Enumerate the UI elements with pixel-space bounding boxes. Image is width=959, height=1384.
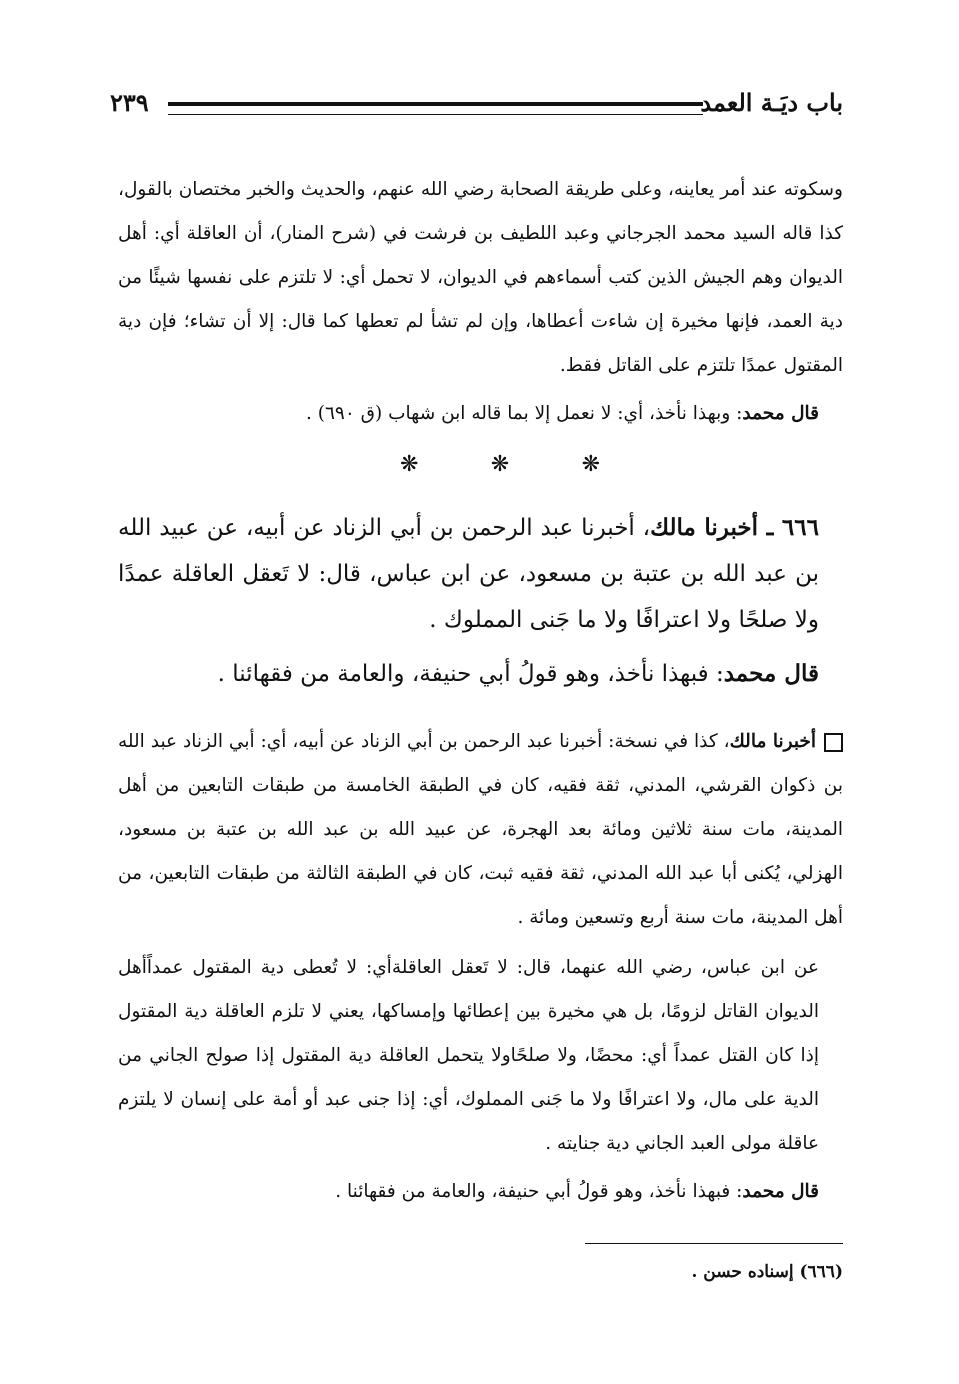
page-header: [110, 80, 843, 130]
commentary-top: [118, 168, 843, 436]
commentary-paragraph: وسكوته عند أمر يعاينه، وعلى طريقة الصحابة رضي الله عنهم، والحديث والخبر مختصان بالقول، كذا قاله السيد محمد الجرجاني وعبد اللطيف بن فرشت في (شرح المنار)، أن العاقلة أي: أهل الديوان وهم الجيش الذين كتب أسماءهم في الديوان، لا تحمل أي: لا تلتزم على نفسها شيئًا من دية العمد، فإنها مخيرة إن شاءت أعطاها، وإن لم تشأ لم تعطها كما قال: إلا أن تشاء؛ فإن دية المقتول عمدًا تلتزم على القاتل فقط.: [118, 179, 843, 376]
commentary-paragraph: [118, 720, 843, 940]
footnote-rule: [585, 1243, 843, 1244]
commentary-lead: أخبرنا مالك: [729, 731, 816, 752]
asterism-icon: ❋: [581, 452, 600, 477]
commentary-bottom: [118, 720, 843, 1214]
commentary-paragraph: [118, 392, 843, 436]
speaker-label: قال محمد: [742, 403, 819, 424]
hadith-number-lead: ٦٦٦ ـ أخبرنا مالك: [650, 514, 819, 541]
hadith-body: ، أخبرنا عبد الرحمن بن أبي الزناد عن أبيه، عن عبيد الله بن عبد الله بن عتبة بن مسعود، عن ابن عباس، قال: لا تَعقل العاقلة عمدًا ولا صلحًا ولا اعترافًا ولا ما جَنى المملوك .: [118, 515, 819, 633]
opinion-text: : فبهذا نأخذ، وهو قولُ أبي حنيفة، والعامة من فقهائنا .: [217, 661, 724, 687]
section-separator: [400, 452, 600, 477]
commentary-text: : فبهذا نأخذ، وهو قولُ أبي حنيفة، والعامة من فقهائنا .: [335, 1181, 743, 1202]
speaker-label: قال محمد: [742, 1181, 819, 1202]
page-number: ٢٣٩: [110, 88, 149, 117]
hadith-666: [118, 505, 843, 697]
speaker-label: قال محمد: [723, 660, 819, 687]
asterism-icon: ❋: [490, 452, 510, 477]
asterism-icon: ❋: [400, 452, 419, 477]
commentary-text: : وبهذا نأخذ، أي: لا نعمل إلا بما قاله ابن شهاب (ق ٦٩٠) .: [305, 403, 743, 424]
footnote: (٦٦٦) إسناده حسن .: [691, 1262, 843, 1282]
square-marker-icon: [824, 733, 843, 752]
hadith-text: [118, 505, 843, 643]
commentary-paragraph: [118, 1170, 843, 1214]
commentary-paragraph: عن ابن عباس، رضي الله عنهما، قال: لا تَعقل العاقلةأي: لا تُعطى دية المقتول عمداًأهل الديوان القاتل لزومًا، بل هي مخيرة بين إعطائها وإمساكها، يعني لا تلزم العاقلة دية المقتول إذا كان القتل عمداً أي: محضًا، ولا صلحًاولا يتحمل العاقلة دية المقتول إذا صولح الجاني من الدية على مال، ولا اعترافًا ولا ما جَنى المملوك، أي: إذا جنى عبد أو أمة على إنسان لا يلتزم عاقلة مولى العبد الجاني دية جنايته .: [118, 957, 819, 1154]
commentary-text: ، كذا في نسخة: أخبرنا عبد الرحمن بن أبي الزناد عن أبيه، أي: أبي الزناد عبد الله بن ذكوان القرشي، المدني، ثقة فقيه، كان في الطبقة الخامسة من طبقات التابعين من أهل المدينة، مات سنة ثلاثين ومائة بعد الهجرة، عن عبيد الله بن عبد الله بن عتبة بن مسعود، الهزلي، يُكنى أبا عبد الله المدني، ثقة فقيه ثبت، كان في الطبقة الثالثة من طبقات التابعين، من أهل المدينة، مات سنة أربع وتسعين ومائة .: [118, 731, 843, 928]
chapter-title: باب ديَـة العمد: [700, 88, 843, 117]
header-rule: [168, 102, 703, 115]
hadith-opinion: [118, 651, 843, 697]
